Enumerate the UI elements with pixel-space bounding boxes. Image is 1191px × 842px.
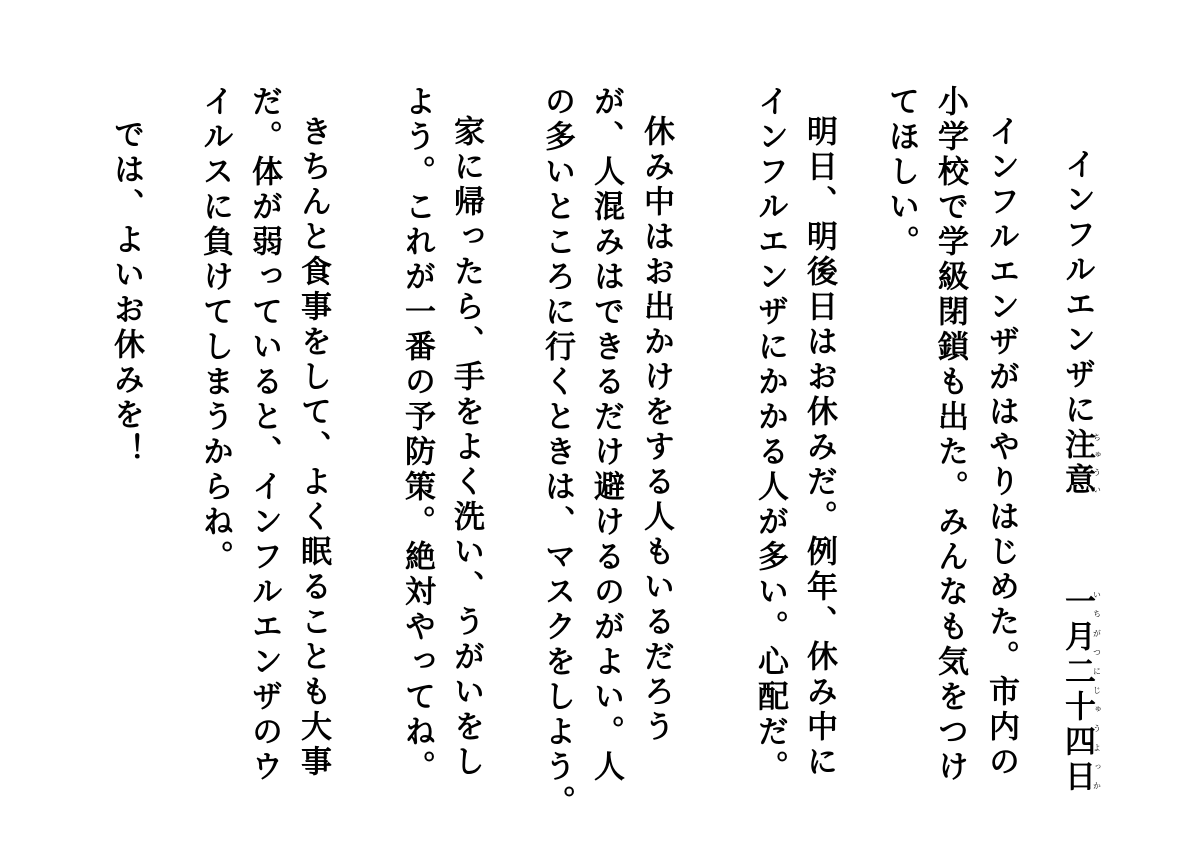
body-line-5: インフルエンザにかかる人が多い。心配だ。 [752, 85, 788, 785]
body-line-8: の多いところに行くときは、マスクをしよう。 [539, 85, 575, 820]
body-line-6: 休み中はお出かけをする人もいるだろう [638, 115, 674, 745]
title-ruby [1059, 428, 1102, 498]
body-line-7: が、人混みはできるだけ避けるのがよい。人 [588, 85, 624, 785]
document-date [1061, 585, 1101, 795]
date-ruby-reading: いちがつにじゅうよっか [1092, 585, 1102, 795]
body-line-1: インフルエンザがはやりはじめた。市内の [983, 115, 1019, 780]
body-line-13: イルスに負けてしまうからね。 [197, 85, 233, 575]
body-line-10: よう。これが一番の予防策。絶対やってね。 [399, 85, 435, 785]
title-text: インフルエンザに [1059, 148, 1095, 428]
body-line-11: きちんと食事をして、よく眠ることも大事 [295, 115, 331, 780]
title-ruby-base: 注意 [1059, 428, 1095, 498]
body-line-12: だ。体が弱っていると、インフルエンザのウ [246, 85, 282, 785]
body-line-3: てほしい。 [883, 85, 919, 260]
body-line-14: では、よいお休みを！ [108, 118, 144, 468]
date-ruby [1059, 585, 1102, 795]
title-ruby-reading: ちゅうい [1092, 428, 1102, 498]
body-line-9: 家に帰ったら、手をよく洗い、うがいをし [448, 115, 484, 780]
date-text: 一月二十四日 [1059, 585, 1095, 795]
document-title [1061, 148, 1101, 498]
body-line-4: 明日、明後日はお休みだ。例年、休み中に [801, 115, 837, 780]
body-line-2: 小学校で学級閉鎖も出た。みんなも気をつけ [932, 85, 968, 785]
